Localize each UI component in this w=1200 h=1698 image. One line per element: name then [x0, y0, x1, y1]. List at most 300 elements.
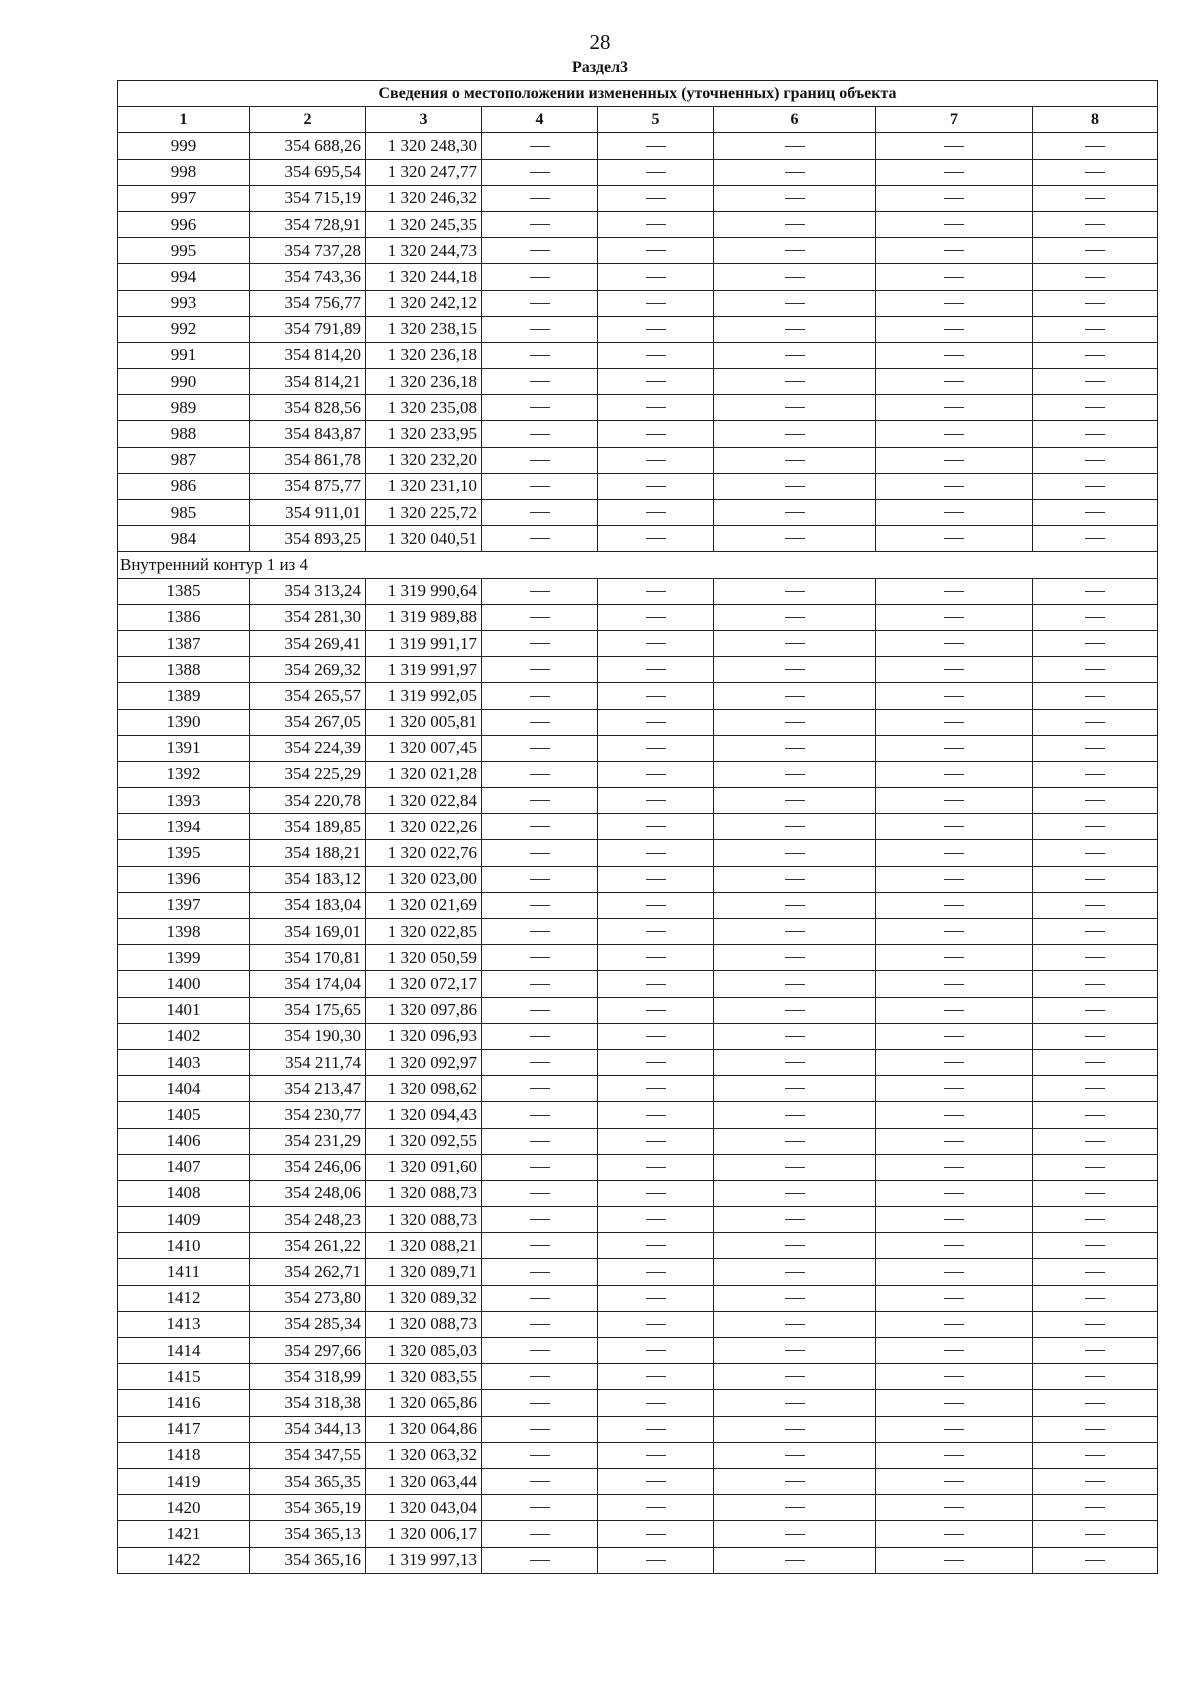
- dash-mark: [785, 1534, 805, 1535]
- dash-mark: [944, 1534, 964, 1535]
- empty-cell: [598, 473, 714, 499]
- dash-mark: [785, 957, 805, 958]
- empty-cell: [482, 1495, 598, 1521]
- table-row: [118, 1180, 1158, 1206]
- empty-cell: [876, 761, 1033, 787]
- empty-cell: [714, 473, 876, 499]
- dash-mark: [646, 1507, 666, 1508]
- point-number-cell: 1408: [118, 1180, 250, 1206]
- dash-mark: [1085, 1245, 1105, 1246]
- table-row: [118, 814, 1158, 840]
- empty-cell: [482, 735, 598, 761]
- dash-mark: [646, 1219, 666, 1220]
- dash-mark: [944, 486, 964, 487]
- empty-cell: [714, 761, 876, 787]
- dash-mark: [530, 1298, 550, 1299]
- dash-mark: [646, 1350, 666, 1351]
- dash-mark: [1085, 1115, 1105, 1116]
- empty-cell: [1033, 290, 1158, 316]
- y-coordinate-cell: 1 320 233,95: [366, 421, 482, 447]
- x-coordinate-cell: 354 365,16: [250, 1547, 366, 1573]
- table-row: [118, 1338, 1158, 1364]
- empty-cell: [876, 238, 1033, 264]
- empty-cell: [598, 1180, 714, 1206]
- dash-mark: [785, 1272, 805, 1273]
- empty-cell: [714, 238, 876, 264]
- empty-cell: [1033, 1390, 1158, 1416]
- contour-heading-row: [118, 552, 1158, 578]
- dash-mark: [646, 1324, 666, 1325]
- empty-cell: [598, 1495, 714, 1521]
- dash-mark: [530, 1245, 550, 1246]
- dash-mark: [785, 643, 805, 644]
- dash-mark: [1085, 879, 1105, 880]
- empty-cell: [598, 1416, 714, 1442]
- point-number-cell: 1390: [118, 709, 250, 735]
- empty-cell: [1033, 473, 1158, 499]
- empty-cell: [876, 657, 1033, 683]
- empty-cell: [482, 657, 598, 683]
- point-number-cell: 1404: [118, 1076, 250, 1102]
- empty-cell: [482, 238, 598, 264]
- empty-cell: [1033, 997, 1158, 1023]
- y-coordinate-cell: 1 319 992,05: [366, 683, 482, 709]
- dash-mark: [1085, 696, 1105, 697]
- dash-mark: [646, 696, 666, 697]
- dash-mark: [785, 669, 805, 670]
- dash-mark: [1085, 774, 1105, 775]
- dash-mark: [944, 1245, 964, 1246]
- dash-mark: [1085, 355, 1105, 356]
- empty-cell: [714, 185, 876, 211]
- dash-mark: [944, 277, 964, 278]
- dash-mark: [1085, 1298, 1105, 1299]
- dash-mark: [646, 434, 666, 435]
- dash-mark: [646, 669, 666, 670]
- empty-cell: [482, 185, 598, 211]
- empty-cell: [482, 1416, 598, 1442]
- dash-mark: [785, 1167, 805, 1168]
- dash-mark: [944, 669, 964, 670]
- empty-cell: [714, 447, 876, 473]
- dash-mark: [1085, 1062, 1105, 1063]
- dash-mark: [530, 303, 550, 304]
- empty-cell: [1033, 526, 1158, 552]
- dash-mark: [785, 538, 805, 539]
- empty-cell: [482, 1468, 598, 1494]
- dash-mark: [785, 722, 805, 723]
- dash-mark: [785, 1481, 805, 1482]
- empty-cell: [1033, 238, 1158, 264]
- point-number-cell: 1387: [118, 630, 250, 656]
- dash-mark: [1085, 250, 1105, 251]
- empty-cell: [598, 500, 714, 526]
- x-coordinate-cell: 354 269,41: [250, 630, 366, 656]
- empty-cell: [876, 133, 1033, 159]
- table-row: [118, 473, 1158, 499]
- table-row: [118, 1023, 1158, 1049]
- empty-cell: [714, 1233, 876, 1259]
- dash-mark: [530, 538, 550, 539]
- dash-mark: [530, 198, 550, 199]
- empty-cell: [876, 997, 1033, 1023]
- section-label: Раздел3: [571, 59, 629, 76]
- empty-cell: [714, 814, 876, 840]
- dash-mark: [530, 800, 550, 801]
- point-number-cell: 1415: [118, 1364, 250, 1390]
- x-coordinate-cell: 354 262,71: [250, 1259, 366, 1285]
- point-number-cell: 990: [118, 369, 250, 395]
- x-coordinate-cell: 354 743,36: [250, 264, 366, 290]
- empty-cell: [714, 1468, 876, 1494]
- x-coordinate-cell: 354 188,21: [250, 840, 366, 866]
- empty-cell: [876, 1442, 1033, 1468]
- dash-mark: [646, 1455, 666, 1456]
- empty-cell: [482, 1285, 598, 1311]
- dash-mark: [646, 224, 666, 225]
- empty-cell: [598, 526, 714, 552]
- empty-cell: [1033, 1259, 1158, 1285]
- dash-mark: [530, 1324, 550, 1325]
- empty-cell: [714, 1076, 876, 1102]
- empty-cell: [1033, 1495, 1158, 1521]
- empty-cell: [598, 997, 714, 1023]
- dash-mark: [530, 1036, 550, 1037]
- y-coordinate-cell: 1 320 088,21: [366, 1233, 482, 1259]
- point-number-cell: 1416: [118, 1390, 250, 1416]
- dash-mark: [944, 800, 964, 801]
- dash-mark: [785, 250, 805, 251]
- table-row: [118, 526, 1158, 552]
- dash-mark: [530, 696, 550, 697]
- table-row: [118, 1547, 1158, 1573]
- dash-mark: [1085, 591, 1105, 592]
- empty-cell: [598, 971, 714, 997]
- dash-mark: [646, 381, 666, 382]
- empty-cell: [714, 1495, 876, 1521]
- empty-cell: [876, 788, 1033, 814]
- point-number-cell: 999: [118, 133, 250, 159]
- empty-cell: [598, 657, 714, 683]
- dash-mark: [944, 931, 964, 932]
- dash-mark: [646, 984, 666, 985]
- dash-mark: [944, 172, 964, 173]
- table-row: [118, 945, 1158, 971]
- empty-cell: [598, 1049, 714, 1075]
- dash-mark: [785, 1141, 805, 1142]
- empty-cell: [1033, 342, 1158, 368]
- empty-cell: [598, 1442, 714, 1468]
- x-coordinate-cell: 354 220,78: [250, 788, 366, 814]
- empty-cell: [598, 1076, 714, 1102]
- dash-mark: [1085, 1193, 1105, 1194]
- dash-mark: [944, 1193, 964, 1194]
- empty-cell: [876, 473, 1033, 499]
- dash-mark: [1085, 538, 1105, 539]
- dash-mark: [530, 486, 550, 487]
- empty-cell: [714, 683, 876, 709]
- x-coordinate-cell: 354 213,47: [250, 1076, 366, 1102]
- x-coordinate-cell: 354 175,65: [250, 997, 366, 1023]
- empty-cell: [876, 185, 1033, 211]
- y-coordinate-cell: 1 320 098,62: [366, 1076, 482, 1102]
- empty-cell: [876, 421, 1033, 447]
- empty-cell: [876, 211, 1033, 237]
- y-coordinate-cell: 1 320 007,45: [366, 735, 482, 761]
- dash-mark: [646, 879, 666, 880]
- x-coordinate-cell: 354 246,06: [250, 1154, 366, 1180]
- dash-mark: [944, 1507, 964, 1508]
- dash-mark: [785, 905, 805, 906]
- dash-mark: [785, 774, 805, 775]
- dash-mark: [1085, 643, 1105, 644]
- dash-mark: [785, 224, 805, 225]
- dash-mark: [785, 172, 805, 173]
- dash-mark: [785, 826, 805, 827]
- empty-cell: [598, 866, 714, 892]
- dash-mark: [785, 486, 805, 487]
- empty-cell: [482, 1233, 598, 1259]
- point-number-cell: 1394: [118, 814, 250, 840]
- empty-cell: [876, 840, 1033, 866]
- dash-mark: [530, 1272, 550, 1273]
- dash-mark: [785, 1403, 805, 1404]
- empty-cell: [598, 290, 714, 316]
- empty-cell: [714, 945, 876, 971]
- empty-cell: [876, 526, 1033, 552]
- table-row: [118, 1285, 1158, 1311]
- empty-cell: [1033, 1547, 1158, 1573]
- dash-mark: [785, 1560, 805, 1561]
- table-row: [118, 1128, 1158, 1154]
- empty-cell: [1033, 1023, 1158, 1049]
- x-coordinate-cell: 354 695,54: [250, 159, 366, 185]
- dash-mark: [646, 643, 666, 644]
- dash-mark: [530, 250, 550, 251]
- empty-cell: [714, 316, 876, 342]
- dash-mark: [530, 774, 550, 775]
- y-coordinate-cell: 1 320 021,69: [366, 892, 482, 918]
- dash-mark: [1085, 381, 1105, 382]
- empty-cell: [598, 683, 714, 709]
- dash-mark: [646, 1115, 666, 1116]
- table-row: [118, 1102, 1158, 1128]
- dash-mark: [646, 774, 666, 775]
- empty-cell: [482, 1311, 598, 1337]
- empty-cell: [598, 1102, 714, 1128]
- point-number-cell: 988: [118, 421, 250, 447]
- dash-mark: [646, 486, 666, 487]
- dash-mark: [646, 800, 666, 801]
- dash-mark: [530, 748, 550, 749]
- table-row: [118, 1311, 1158, 1337]
- empty-cell: [482, 578, 598, 604]
- dash-mark: [530, 1507, 550, 1508]
- boundary-coordinates-table: [117, 80, 1158, 1574]
- dash-mark: [530, 1481, 550, 1482]
- y-coordinate-cell: 1 320 096,93: [366, 1023, 482, 1049]
- dash-mark: [530, 1429, 550, 1430]
- x-coordinate-cell: 354 189,85: [250, 814, 366, 840]
- dash-mark: [530, 1193, 550, 1194]
- dash-mark: [646, 407, 666, 408]
- dash-mark: [1085, 146, 1105, 147]
- dash-mark: [785, 931, 805, 932]
- table-row: [118, 185, 1158, 211]
- empty-cell: [1033, 1207, 1158, 1233]
- empty-cell: [876, 1154, 1033, 1180]
- empty-cell: [876, 1338, 1033, 1364]
- dash-mark: [646, 1376, 666, 1377]
- dash-mark: [530, 669, 550, 670]
- empty-cell: [1033, 892, 1158, 918]
- x-coordinate-cell: 354 347,55: [250, 1442, 366, 1468]
- dash-mark: [646, 905, 666, 906]
- empty-cell: [1033, 919, 1158, 945]
- table-row: [118, 447, 1158, 473]
- table-title: Сведения о местоположении измененных (уточненных) границ объекта: [118, 81, 1158, 107]
- empty-cell: [482, 500, 598, 526]
- point-number-cell: 1406: [118, 1128, 250, 1154]
- x-coordinate-cell: 354 828,56: [250, 395, 366, 421]
- y-coordinate-cell: 1 320 091,60: [366, 1154, 482, 1180]
- dash-mark: [785, 1193, 805, 1194]
- empty-cell: [1033, 1180, 1158, 1206]
- x-coordinate-cell: 354 281,30: [250, 604, 366, 630]
- empty-cell: [714, 1364, 876, 1390]
- empty-cell: [482, 290, 598, 316]
- empty-cell: [1033, 709, 1158, 735]
- empty-cell: [876, 395, 1033, 421]
- table-row: [118, 709, 1158, 735]
- empty-cell: [1033, 735, 1158, 761]
- dash-mark: [1085, 434, 1105, 435]
- x-coordinate-cell: 354 211,74: [250, 1049, 366, 1075]
- dash-mark: [785, 879, 805, 880]
- table-row: [118, 997, 1158, 1023]
- empty-cell: [598, 264, 714, 290]
- y-coordinate-cell: 1 320 022,84: [366, 788, 482, 814]
- dash-mark: [785, 381, 805, 382]
- empty-cell: [876, 1180, 1033, 1206]
- empty-cell: [876, 735, 1033, 761]
- empty-cell: [1033, 1076, 1158, 1102]
- dash-mark: [646, 512, 666, 513]
- column-header: 2: [250, 107, 366, 133]
- dash-mark: [785, 800, 805, 801]
- dash-mark: [1085, 224, 1105, 225]
- dash-mark: [530, 146, 550, 147]
- y-coordinate-cell: 1 319 990,64: [366, 578, 482, 604]
- x-coordinate-cell: 354 728,91: [250, 211, 366, 237]
- empty-cell: [482, 473, 598, 499]
- dash-mark: [1085, 853, 1105, 854]
- dash-mark: [1085, 984, 1105, 985]
- dash-mark: [1085, 800, 1105, 801]
- empty-cell: [714, 264, 876, 290]
- y-coordinate-cell: 1 320 088,73: [366, 1207, 482, 1233]
- dash-mark: [944, 512, 964, 513]
- table-row: [118, 238, 1158, 264]
- empty-cell: [598, 735, 714, 761]
- point-number-cell: 989: [118, 395, 250, 421]
- empty-cell: [876, 709, 1033, 735]
- x-coordinate-cell: 354 365,13: [250, 1521, 366, 1547]
- y-coordinate-cell: 1 320 231,10: [366, 473, 482, 499]
- dash-mark: [646, 1088, 666, 1089]
- point-number-cell: 1420: [118, 1495, 250, 1521]
- empty-cell: [482, 1390, 598, 1416]
- x-coordinate-cell: 354 170,81: [250, 945, 366, 971]
- empty-cell: [876, 1285, 1033, 1311]
- empty-cell: [876, 1076, 1033, 1102]
- empty-cell: [1033, 630, 1158, 656]
- y-coordinate-cell: 1 319 997,13: [366, 1547, 482, 1573]
- empty-cell: [714, 1285, 876, 1311]
- dash-mark: [1085, 957, 1105, 958]
- empty-cell: [1033, 133, 1158, 159]
- empty-cell: [482, 1023, 598, 1049]
- dash-mark: [1085, 931, 1105, 932]
- empty-cell: [876, 1311, 1033, 1337]
- dash-mark: [646, 172, 666, 173]
- dash-mark: [646, 1245, 666, 1246]
- empty-cell: [1033, 945, 1158, 971]
- dash-mark: [785, 591, 805, 592]
- dash-mark: [944, 1560, 964, 1561]
- table-row: [118, 211, 1158, 237]
- empty-cell: [482, 421, 598, 447]
- empty-cell: [714, 971, 876, 997]
- empty-cell: [714, 1023, 876, 1049]
- point-number-cell: 1418: [118, 1442, 250, 1468]
- empty-cell: [714, 500, 876, 526]
- dash-mark: [785, 407, 805, 408]
- dash-mark: [785, 198, 805, 199]
- empty-cell: [482, 1442, 598, 1468]
- dash-mark: [785, 1219, 805, 1220]
- empty-cell: [1033, 604, 1158, 630]
- empty-cell: [1033, 1128, 1158, 1154]
- dash-mark: [1085, 1376, 1105, 1377]
- empty-cell: [714, 1521, 876, 1547]
- empty-cell: [876, 866, 1033, 892]
- empty-cell: [714, 1049, 876, 1075]
- dash-mark: [1085, 1324, 1105, 1325]
- empty-cell: [876, 1416, 1033, 1442]
- empty-cell: [1033, 866, 1158, 892]
- empty-cell: [1033, 1154, 1158, 1180]
- dash-mark: [530, 434, 550, 435]
- empty-cell: [598, 1285, 714, 1311]
- empty-cell: [598, 1547, 714, 1573]
- dash-mark: [1085, 1141, 1105, 1142]
- point-number-cell: 1403: [118, 1049, 250, 1075]
- empty-cell: [482, 316, 598, 342]
- empty-cell: [714, 1259, 876, 1285]
- dash-mark: [530, 1141, 550, 1142]
- y-coordinate-cell: 1 320 089,71: [366, 1259, 482, 1285]
- empty-cell: [482, 1364, 598, 1390]
- y-coordinate-cell: 1 320 085,03: [366, 1338, 482, 1364]
- table-row: [118, 604, 1158, 630]
- dash-mark: [1085, 486, 1105, 487]
- empty-cell: [598, 945, 714, 971]
- empty-cell: [876, 683, 1033, 709]
- empty-cell: [482, 971, 598, 997]
- dash-mark: [646, 277, 666, 278]
- point-number-cell: 1417: [118, 1416, 250, 1442]
